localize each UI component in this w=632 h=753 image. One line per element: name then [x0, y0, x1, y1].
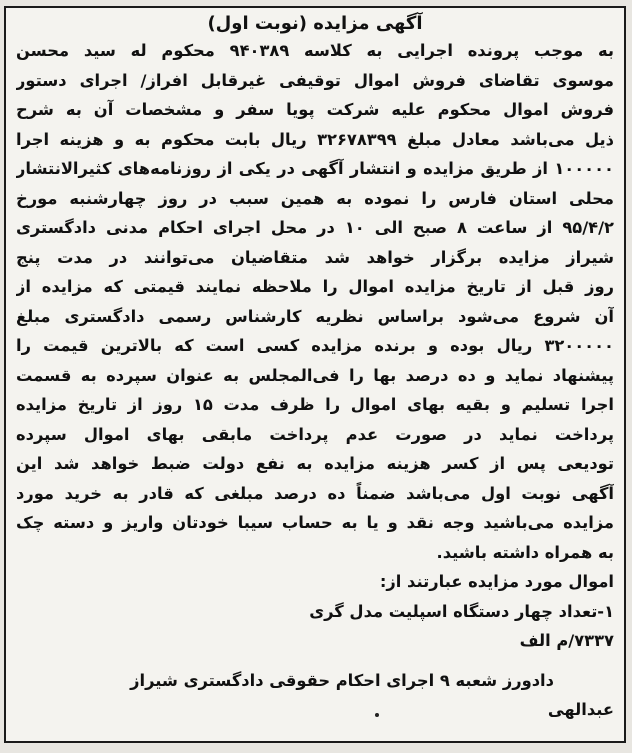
- body-line: مزایده می‌باشید وجه نقد و یا به حساب سیبا خودتان واریز و دسته چک: [16, 513, 614, 532]
- items-heading: اموال مورد مزایده عبارتند از:: [379, 572, 614, 591]
- body-line: به همراه داشته باشید.: [436, 542, 614, 562]
- ink-dot: [375, 713, 379, 717]
- body-line: موسوی تقاضای فروش اموال توقیفی غیرقابل افراز/ اجرای دستور: [16, 70, 614, 90]
- body-line: تودیعی پس از کسر هزینه مزایده به نفع دولت ضبط خواهد شد این: [16, 454, 614, 473]
- signature-name: عبدالهی: [547, 700, 614, 719]
- body-line: آگهی نوبت اول می‌باشد ضمناً ده درصد مبلغی که قادر به خرید مورد: [16, 483, 614, 503]
- body-line: ذیل می‌باشد معادل مبلغ ۳۲۶۷۸۳۹۹ ریال بابت محکوم به و هزینه اجرا: [16, 129, 614, 149]
- body-line: محلی استان فارس را نموده به همین سبب در روز چهارشنبه مورخ: [16, 188, 614, 208]
- auction-item: ۱-تعداد چهار دستگاه اسپلیت مدل گری: [309, 601, 614, 621]
- spacer: [16, 656, 614, 666]
- body-line: پیشنهاد نماید و ده درصد بها را فی‌المجلس به عنوان سپرده به قسمت: [16, 365, 614, 385]
- body-line: ۹۵/۴/۲ از ساعت ۸ صبح الی ۱۰ در محل اجرای احکام مدنی دادگستری: [16, 218, 614, 237]
- signature-title: دادورز شعبه ۹ اجرای احکام حقوقی دادگستری شیراز: [130, 670, 554, 690]
- auction-notice: [4, 6, 626, 743]
- body-line: ۳۲۰۰۰۰۰ ریال بوده و برنده مزایده کسی است که بالاترین قیمت را: [16, 336, 614, 355]
- body-line: اجرا تسلیم و بقیه بهای اموال را ظرف مدت ۱۵ روز از تاریخ مزایده: [16, 395, 614, 414]
- body-line: فروش اموال محکوم علیه شرکت پویا سفر و مشخصات آن به شرح: [16, 100, 614, 119]
- body-line: پرداخت نماید در صورت عدم پرداخت مابقی بهای اموال سپرده: [16, 424, 614, 444]
- notice-title: آگهی مزایده (نوبت اول): [207, 13, 423, 34]
- body-line: آن شروع می‌شود براساس نظریه کارشناس رسمی دادگستری مبلغ: [16, 306, 614, 326]
- body-line: به موجب پرونده اجرایی به کلاسه ۹۴۰۳۸۹ محکوم له سید محسن: [16, 41, 614, 60]
- body-line: شیراز مزایده برگزار خواهد شد متقاضیان می‌توانند در مدت پنج: [16, 247, 614, 267]
- notice-body: [6, 36, 624, 725]
- reference-number: ۷۳۳۷/م الف: [519, 631, 614, 650]
- body-line: روز قبل از تاریخ مزایده اموال را ملاحظه نمایند قیمتی که مزایده از: [16, 277, 614, 296]
- body-line: ۱۰۰۰۰۰ از طریق مزایده و انتشار آگهی در یکی از روزنامه‌های کثیرالانتشار: [16, 159, 614, 178]
